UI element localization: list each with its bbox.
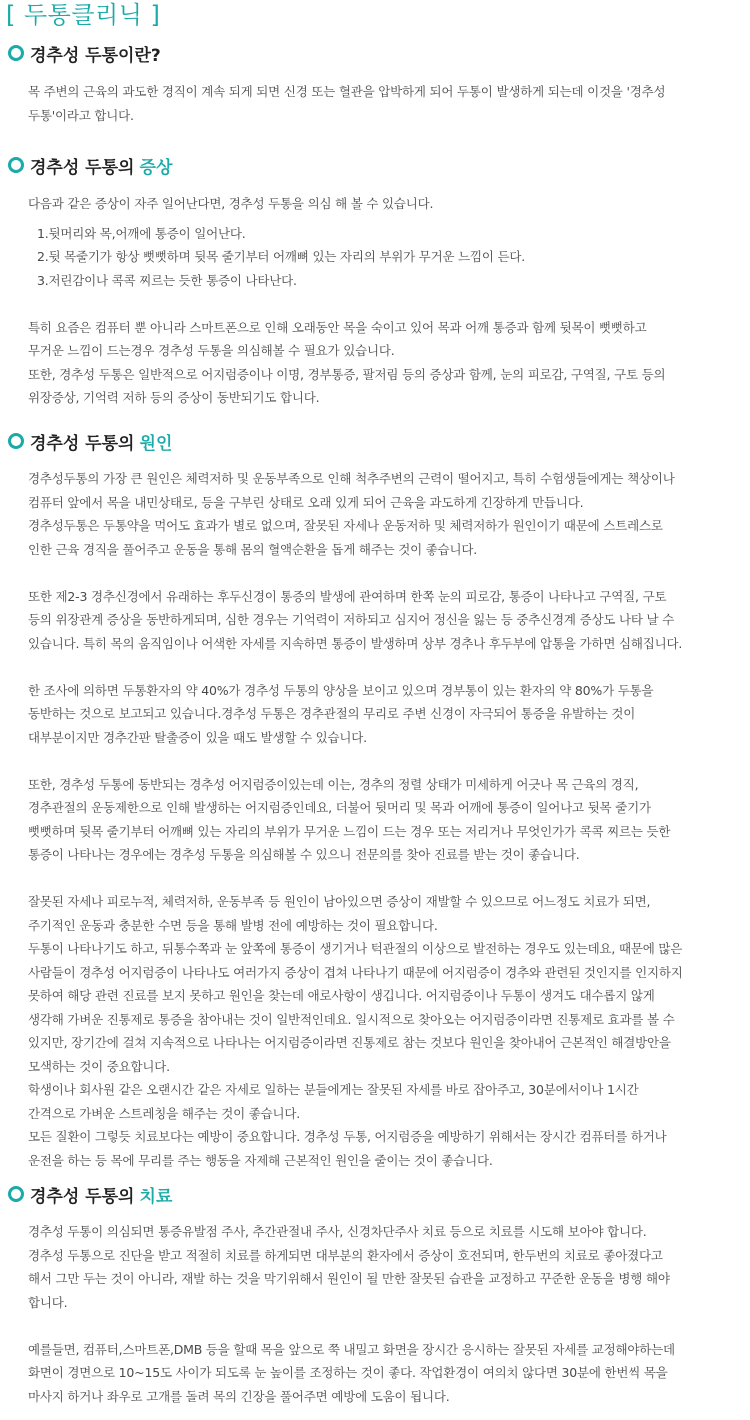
paragraph-line: 학생이나 회사원 같은 오랜시간 같은 자세로 일하는 분들에게는 잘못된 자세를 바로 잡아주고, 30분에서이나 1시간 [28, 1082, 639, 1097]
section-heading-accent: 증상 [139, 157, 173, 178]
paragraph-line: 또한, 경추성 두통에 동반되는 경추성 어지럼증이있는데 이는, 경추의 정렬 상태가 미세하게 어긋나 목 근육의 경직, [28, 776, 639, 792]
paragraph-line: 못하여 해당 관련 진료를 보지 못하고 원인을 찾는데 애로사항이 생깁니다. 어지럼증이나 두통이 생겨도 대수롭지 않게 [28, 988, 655, 1003]
paragraph-line: 모색하는 것이 중요합니다. [28, 1058, 170, 1074]
paragraph-line: 대부분이지만 경추간판 탈출증이 있을 때도 발생할 수 있습니다. [28, 729, 367, 745]
section-heading-causes [8, 428, 172, 454]
list-item: 1.뒷머리와 목,어깨에 통증이 일어난다. [37, 225, 246, 241]
section-body-definition [28, 80, 750, 127]
paragraph-line: 경추성두통의 가장 큰 원인은 체력저하 및 운동부족으로 인해 척추주변의 근력이 떨어지고, 특히 수험생들에게는 책상이나 [28, 471, 675, 486]
paragraph-line: 인한 근육 경직을 풀어주고 운동을 통해 몸의 혈액순환을 돕게 해주는 것이 좋습니다. [28, 541, 478, 557]
paragraph-line: 두통이 나타나기도 하고, 뒤통수쪽과 눈 앞쪽에 통증이 생기거나 턱관절의 이상으로 발전하는 경우도 있는데요, 때문에 많은 [28, 941, 683, 956]
list-item: 2.뒷 목줄기가 항상 뻣뻣하며 뒷목 줄기부터 어깨뼈 있는 자리의 부위가 무거운 느낌이 든다. [37, 249, 526, 264]
bullet-circle-icon [8, 433, 24, 449]
section-heading-accent: 치료 [139, 1186, 173, 1207]
list-item: 3.저린감이나 콕콕 찌르는 듯한 통증이 나타난다. [37, 272, 297, 288]
bullet-circle-icon [8, 1186, 24, 1202]
paragraph-line: 생각해 가벼운 진통제로 통증을 참아내는 것이 일반적인데요. 일시적으로 찾아오는 어지럼증이라면 진통제로 효과를 볼 수 [28, 1011, 675, 1027]
paragraph-line: 모든 질환이 그렇듯 치료보다는 예방이 중요합니다. 경추성 두통, 어지럼증을 예방하기 위해서는 장시간 컴퓨터를 하거나 [28, 1129, 667, 1144]
paragraph-line: 잘못된 자세나 피로누적, 체력저하, 운동부족 등 원인이 남아있으면 증상이 재발할 수 있으므로 어느정도 치료가 되면, [28, 894, 651, 909]
section-heading-text: 경추성 두통의 [30, 157, 135, 178]
paragraph-line: 위장증상, 기억력 저하 등의 증상이 동반되기도 합니다. [28, 390, 320, 405]
paragraph-line: 동반하는 것으로 보고되고 있습니다.경추성 두통은 경추관절의 무리로 주변 신경이 자극되어 통증을 유발하는 것이 [28, 706, 636, 721]
paragraph-line: 한 조사에 의하면 두통환자의 약 40%가 경추성 두통의 양상을 보이고 있으며 경부통이 있는 환자의 약 80%가 두통을 [28, 682, 654, 698]
section-heading-symptoms [8, 152, 172, 178]
paragraph-line: 경추성두통은 두통약을 먹어도 효과가 별로 없으며, 잘못된 자세나 운동저하 및 체력저하가 원인이기 때문에 스트레스로 [28, 518, 663, 533]
paragraph-line: 사람들이 경추성 어지럼증이 나타나도 여러가지 증상이 겹쳐 나타나기 때문에 어지럼증이 경추와 관련된 것인지를 인지하지 [28, 964, 683, 980]
section-heading-definition [8, 40, 161, 66]
section-heading-text: 경추성 두통의 [30, 1186, 135, 1207]
paragraph-line: 경추성 두통이 의심되면 통증유발점 주사, 추간관절내 주사, 신경차단주사 치료 등으로 치료를 시도해 보아야 합니다. [28, 1224, 647, 1239]
paragraph-line: 경추성 두통으로 진단을 받고 적절히 치료를 하게되면 대부분의 환자에서 증상이 호전되며, 한두번의 치료로 좋아졌다고 [28, 1247, 663, 1263]
section-heading-text: 경추성 두통의 [30, 433, 135, 454]
paragraph-line: 통증이 나타나는 경우에는 경추성 두통을 의심해볼 수 있으니 전문의를 찾아 진료를 받는 것이 좋습니다. [28, 847, 580, 862]
section-heading-treatment [8, 1181, 172, 1207]
bullet-circle-icon [8, 157, 24, 173]
section-heading-text: 경추성 두통이란? [30, 45, 161, 66]
paragraph-line: 컴퓨터 앞에서 목을 내민상태로, 등을 구부린 상태로 오래 있게 되어 근육을 과도하게 긴장하게 만듭니다. [28, 494, 584, 510]
paragraph-line: 있습니다. 특히 목의 움직임이나 어색한 자세를 지속하면 통증이 발생하며 상부 경추나 후두부에 압통을 가하면 심해집니다. [28, 635, 683, 651]
paragraph-line: 간격으로 가벼운 스트레칭을 해주는 것이 좋습니다. [28, 1105, 301, 1121]
paragraph-line: 두통'이라고 합니다. [28, 107, 134, 123]
paragraph-line: 또한 제2-3 경추신경에서 유래하는 후두신경이 통증의 발생에 관여하며 한쪽 눈의 피로감, 통증이 나타나고 구역질, 구토 [28, 588, 667, 604]
paragraph-line: 무거운 느낌이 드는경우 경추성 두통을 의심해볼 수 필요가 있습니다. [28, 343, 395, 358]
paragraph-line: 있지만, 장기간에 걸쳐 지속적으로 나타나는 어지럼증이라면 진통제로 참는 것보다 원인을 찾아내어 근본적인 해결방안을 [28, 1035, 671, 1050]
section-heading-accent: 원인 [139, 433, 173, 454]
section-body-symptoms [28, 192, 750, 410]
paragraph-line: 화면이 경면으로 10~15도 사이가 되도록 눈 높이를 조정하는 것이 좋다. 작업환경이 여의치 않다면 30분에 한번씩 목을 [28, 1365, 668, 1380]
bullet-circle-icon [8, 45, 24, 61]
intro-text: 다음과 같은 증상이 자주 일어난다면, 경추성 두통을 의심 해 볼 수 있습니다. [28, 196, 434, 211]
paragraph-line: 예를들면, 컴퓨터,스마트폰,DMB 등을 할때 목을 앞으로 쭉 내밀고 화면을 장시간 응시하는 잘못된 자세를 교정해야하는데 [28, 1341, 675, 1357]
section-body-causes [28, 467, 750, 1172]
paragraph-line: 등의 위장관계 증상을 동반하게되며, 심한 경우는 기억력이 저하되고 심지어 정신을 잃는 등 중추신경계 증상도 나타 날 수 [28, 612, 675, 627]
paragraph-line: 주기적인 운동과 충분한 수면 등을 통해 발병 전에 예방하는 것이 필요합니다. [28, 917, 438, 933]
paragraph-line: 경추관절의 운동제한으로 인해 발생하는 어지럼증인데요, 더불어 뒷머리 및 목과 어깨에 통증이 일어나고 뒷목 줄기가 [28, 800, 651, 815]
paragraph-line: 또한, 경추성 두통은 일반적으로 어지럼증이나 이명, 경부통증, 팔저림 등의 증상과 함께, 눈의 피로감, 구역질, 구토 등의 [28, 366, 666, 382]
section-body-treatment [28, 1220, 750, 1408]
paragraph-line: 뻣뻣하며 뒷목 줄기부터 어깨뼈 있는 자리의 부위가 무거운 느낌이 드는 경우 또는 저리거나 무엇인가가 콕콕 찌르는 듯한 [28, 823, 671, 839]
paragraph-line: 합니다. [28, 1294, 68, 1310]
paragraph-line: 해서 그만 두는 것이 아니라, 재발 하는 것을 막기위해서 원인이 될 만한 잘못된 습관을 교정하고 꾸준한 운동을 병행 해야 [28, 1271, 670, 1286]
paragraph-line: 마사지 하거나 좌우로 고개를 돌려 목의 긴장을 풀어주면 예방에 도움이 됩니다. [28, 1388, 450, 1404]
paragraph-line: 특히 요즘은 컴퓨터 뿐 아니라 스마트폰으로 인해 오래동안 목을 숙이고 있어 목과 어깨 통증과 함께 뒷목이 뻣뻣하고 [28, 319, 647, 335]
page-title: [ 두통클리닉 ] [6, 1, 161, 29]
paragraph-line: 목 주변의 근육의 과도한 경직이 계속 되게 되면 신경 또는 혈관을 압박하게 되어 두통이 발생하게 되는데 이것을 '경추성 [28, 84, 666, 99]
paragraph-line: 운전을 하는 등 목에 무리를 주는 행동을 자제해 근본적인 원인을 줄이는 것이 좋습니다. [28, 1152, 493, 1168]
